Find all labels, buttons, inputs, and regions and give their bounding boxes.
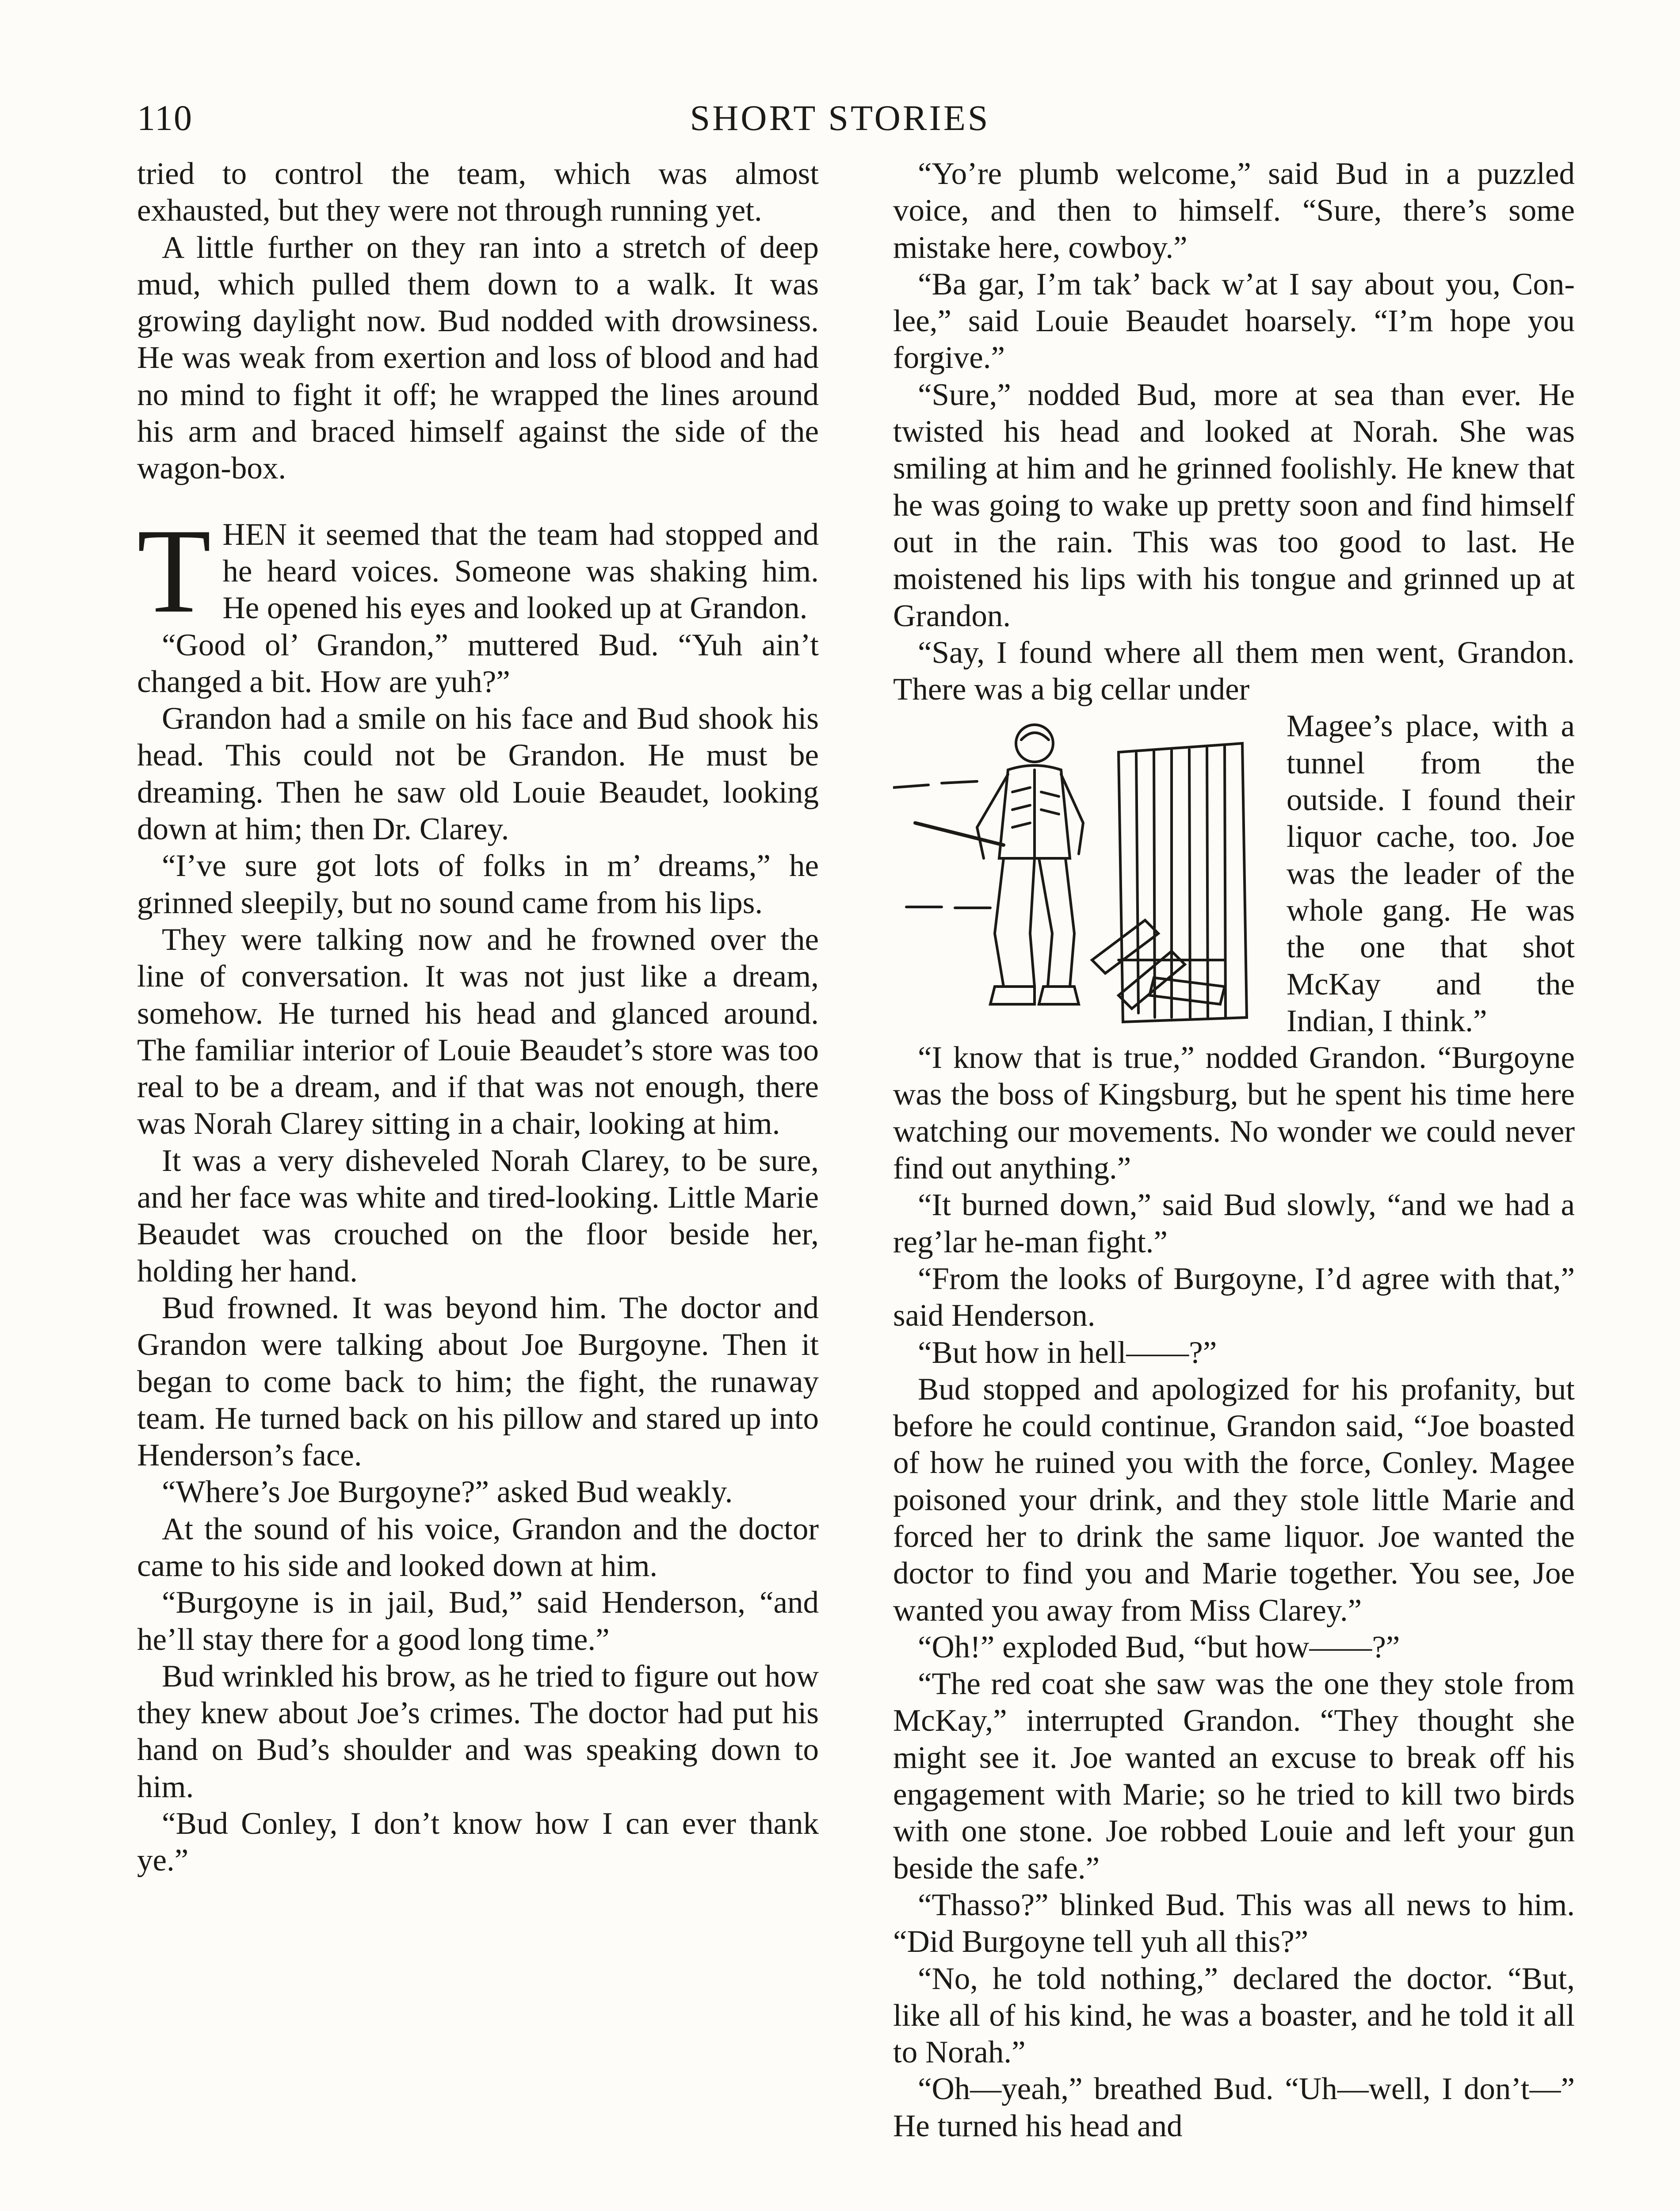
- paragraph: “From the looks of Burgoyne, I’d agree with that,” said Henderson.: [893, 1261, 1575, 1333]
- paragraph: “Where’s Joe Burgoyne?” asked Bud weakly.: [162, 1475, 733, 1510]
- paragraph: “Thasso?” blinked Bud. This was all news to him. “Did Burgoyne tell yuh all this?”: [893, 1887, 1575, 1959]
- paragraph: “Say, I found where all them men went, Grandon. There was a big cellar under: [893, 635, 1575, 707]
- paragraph: “I’ve sure got lots of folks in m’ dreams,” he grinned sleepily, but no sound came from his lips.: [137, 849, 819, 920]
- paragraph: “No, he told nothing,” declared the doctor. “But, like all of his kind, he was a boaster, and he told it all to Norah.”: [893, 1961, 1575, 2070]
- paragraph: Bud stopped and apologized for his profanity, but before he could continue, Grandon said, “Joe boasted of how he ruined you with the force, Conley. Magee poisoned your drink, and they stole little Marie and forced her to drink the same liquor. Joe wanted the doctor to find you and Marie together. You see, Joe wanted you away from Miss Clarey.”: [893, 1372, 1575, 1628]
- right-column: [893, 156, 1575, 2211]
- man-beside-curtained-doorway-icon: [893, 712, 1278, 1035]
- paragraph: “Oh!” exploded Bud, “but how——?”: [918, 1630, 1400, 1664]
- paragraph: “But how in hell——?”: [918, 1335, 1217, 1370]
- paragraph: “I know that is true,” nodded Grandon. “Burgoyne was the boss of Kingsburg, but he spent his time here watching our movements. No wonder we could never find out anything.”: [893, 1040, 1575, 1186]
- paragraph: Bud frowned. It was beyond him. The doctor and Grandon were talking about Joe Burgoyne. Then it began to come back to him; the fight, the runaway team. He turned back on his pillow and stared up into Henderson’s face.: [137, 1290, 819, 1473]
- paragraph: It was a very disheveled Norah Clarey, to be sure, and her face was white and tired-looking. Little Marie Beaudet was crouched on the floor beside her, holding her hand.: [137, 1143, 819, 1289]
- paragraph: “Sure,” nodded Bud, more at sea than ever. He twisted his head and looked at Norah. She was smiling at him and he grinned foolishly. He knew that he was going to wake up pretty soon and find himself out in the rain. This was too good to last. He moistened his lips with his tongue and grinned up at Grandon.: [893, 377, 1575, 633]
- paragraph: “The red coat she saw was the one they stole from McKay,” interrupted Grandon. “They thought she might see it. Joe wanted an excuse to break off his engagement with Marie; so he tried to kill two birds with one stone. Joe robbed Louie and left your gun beside the safe.”: [893, 1667, 1575, 1886]
- paragraph: Grandon had a smile on his face and Bud shook his head. This could not be Grandon. He must be dreaming. Then he saw old Louie Beaudet, looking down at him; then Dr. Clarey.: [137, 701, 819, 847]
- running-head: SHORT STORIES: [690, 98, 990, 138]
- figure-wrap-text: Magee’s place, with a tunnel from the outside. I found their liquor cache, too. Joe was the leader of the whole gang. He was the one that shot McKay and the Indian, I think.”: [1287, 709, 1575, 1038]
- section-break: [137, 487, 819, 516]
- paragraph: tried to control the team, which was almost exhausted, but they were not through running yet.: [137, 157, 819, 228]
- paragraph: “It burned down,” said Bud slowly, “and we had a reg’lar he-man fight.”: [893, 1188, 1575, 1259]
- paragraph: “Good ol’ Grandon,” muttered Bud. “Yuh ain’t changed a bit. How are yuh?”: [137, 627, 819, 699]
- dropcap-paragraph-text: HEN it seemed that the team had stopped and he heard voices. Someone was shaking him. He opened his eyes and looked up at Grandon.: [222, 517, 819, 626]
- drop-cap: T: [137, 504, 211, 638]
- left-column: [137, 156, 819, 2211]
- paragraph: “Burgoyne is in jail, Bud,” said Henderson, “and he’ll stay there for a good long time.”: [137, 1585, 819, 1657]
- page-number: 110: [137, 98, 193, 138]
- paragraph: At the sound of his voice, Grandon and the doctor came to his side and looked down at him.: [137, 1511, 819, 1583]
- paragraph: “Oh—yeah,” breathed Bud. “Uh—well, I don’t—” He turned his head and: [893, 2072, 1575, 2143]
- paragraph: A little further on they ran into a stretch of deep mud, which pulled them down to a walk. It was growing daylight now. Bud nodded with drowsiness. He was weak from exertion and loss of blood and had no mind to fight it off; he wrapped the lines around his arm and braced himself against the side of the wagon-box.: [137, 230, 819, 486]
- paragraph: “Bud Conley, I don’t know how I can ever thank ye.”: [137, 1806, 819, 1878]
- illustration-man-at-doorway: [893, 712, 1278, 1035]
- page-header: [137, 93, 1543, 146]
- paragraph: “Yo’re plumb welcome,” said Bud in a puzzled voice, and then to himself. “Sure, there’s some mistake here, cowboy.”: [893, 157, 1575, 265]
- paragraph: Bud wrinkled his brow, as he tried to figure out how they knew about Joe’s crimes. The doctor had put his hand on Bud’s shoulder and was speaking down to him.: [137, 1659, 819, 1804]
- paragraph: They were talking now and he frowned over the line of conversation. It was not just like a dream, somehow. He turned his head and glanced around. The familiar interior of Louie Beaudet’s store was too real to be a dream, and if that was not enough, there was Norah Clarey sitting in a chair, looking at him.: [137, 922, 819, 1141]
- dropcap-paragraph: [137, 504, 819, 638]
- paragraph: “Ba gar, I’m tak’ back w’at I say about you, Con-lee,” said Louie Beaudet hoarsely. “I’m hope you forgive.”: [893, 267, 1575, 375]
